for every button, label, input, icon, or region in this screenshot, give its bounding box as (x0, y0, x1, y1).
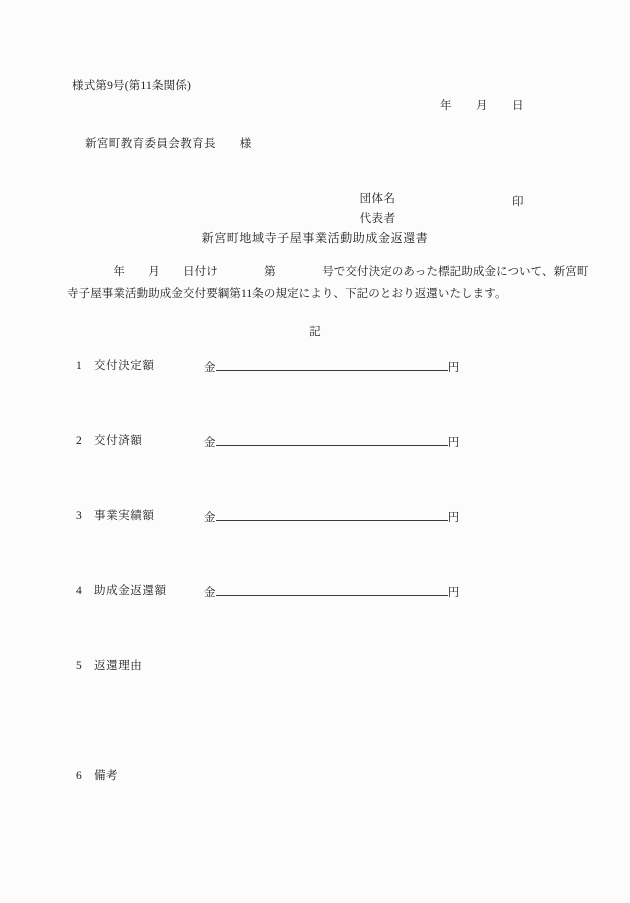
body-line-1: 年 月 日付け 第 号で交付決定のあった標記助成金について、新宮町 (67, 266, 589, 278)
date-field[interactable]: 年 月 日 (440, 100, 524, 112)
amount-field[interactable] (204, 358, 564, 377)
item-row (76, 768, 556, 878)
amount-field[interactable] (204, 583, 564, 602)
applicant-block (340, 174, 560, 226)
amount-input-rule[interactable] (216, 358, 448, 371)
items-list (76, 358, 556, 878)
amount-field[interactable] (204, 508, 564, 527)
amount-suffix: 円 (447, 587, 460, 599)
ki-marker: 記 (309, 326, 321, 338)
seal-mark: 印 (512, 196, 524, 208)
amount-prefix: 金 (204, 362, 216, 374)
amount-field[interactable] (204, 433, 564, 452)
item-label: 事業実績額 (94, 510, 155, 522)
amount-suffix: 円 (447, 437, 460, 449)
amount-prefix: 金 (204, 512, 216, 524)
representative-row[interactable] (340, 194, 560, 226)
item-row (76, 583, 556, 658)
item-label: 交付済額 (94, 435, 143, 447)
item-label: 助成金返還額 (94, 585, 167, 597)
organization-row[interactable] (340, 174, 560, 206)
item-number: 2 (76, 435, 82, 447)
amount-input-rule[interactable] (216, 508, 448, 521)
organization-label: 団体名 (359, 193, 396, 206)
amount-prefix: 金 (204, 587, 216, 599)
item-label: 交付決定額 (94, 360, 155, 372)
item-row (76, 508, 556, 583)
item-number: 5 (76, 660, 82, 672)
item-label: 備考 (94, 770, 119, 782)
amount-input-rule[interactable] (216, 583, 448, 596)
item-label: 返還理由 (94, 660, 143, 672)
item-row (76, 658, 556, 768)
page-title: 新宮町地域寺子屋事業活動助成金返還書 (201, 231, 429, 245)
item-number: 1 (76, 360, 82, 372)
item-row (76, 433, 556, 508)
form-number: 様式第9号(第11条関係) (72, 80, 192, 92)
item-row (76, 358, 556, 433)
item-number: 4 (76, 585, 82, 597)
item-number: 6 (76, 770, 82, 782)
body-paragraph (67, 261, 589, 306)
amount-suffix: 円 (447, 362, 460, 374)
amount-suffix: 円 (447, 512, 460, 524)
amount-prefix: 金 (204, 437, 216, 449)
representative-label: 代表者 (359, 213, 396, 226)
body-line-2: 寺子屋事業活動助成金交付要綱第11条の規定により、下記のとおり返還いたします。 (67, 288, 507, 301)
addressee-line: 新宮町教育委員会教育長 様 (85, 138, 252, 150)
amount-input-rule[interactable] (216, 433, 448, 446)
item-number: 3 (76, 510, 82, 522)
